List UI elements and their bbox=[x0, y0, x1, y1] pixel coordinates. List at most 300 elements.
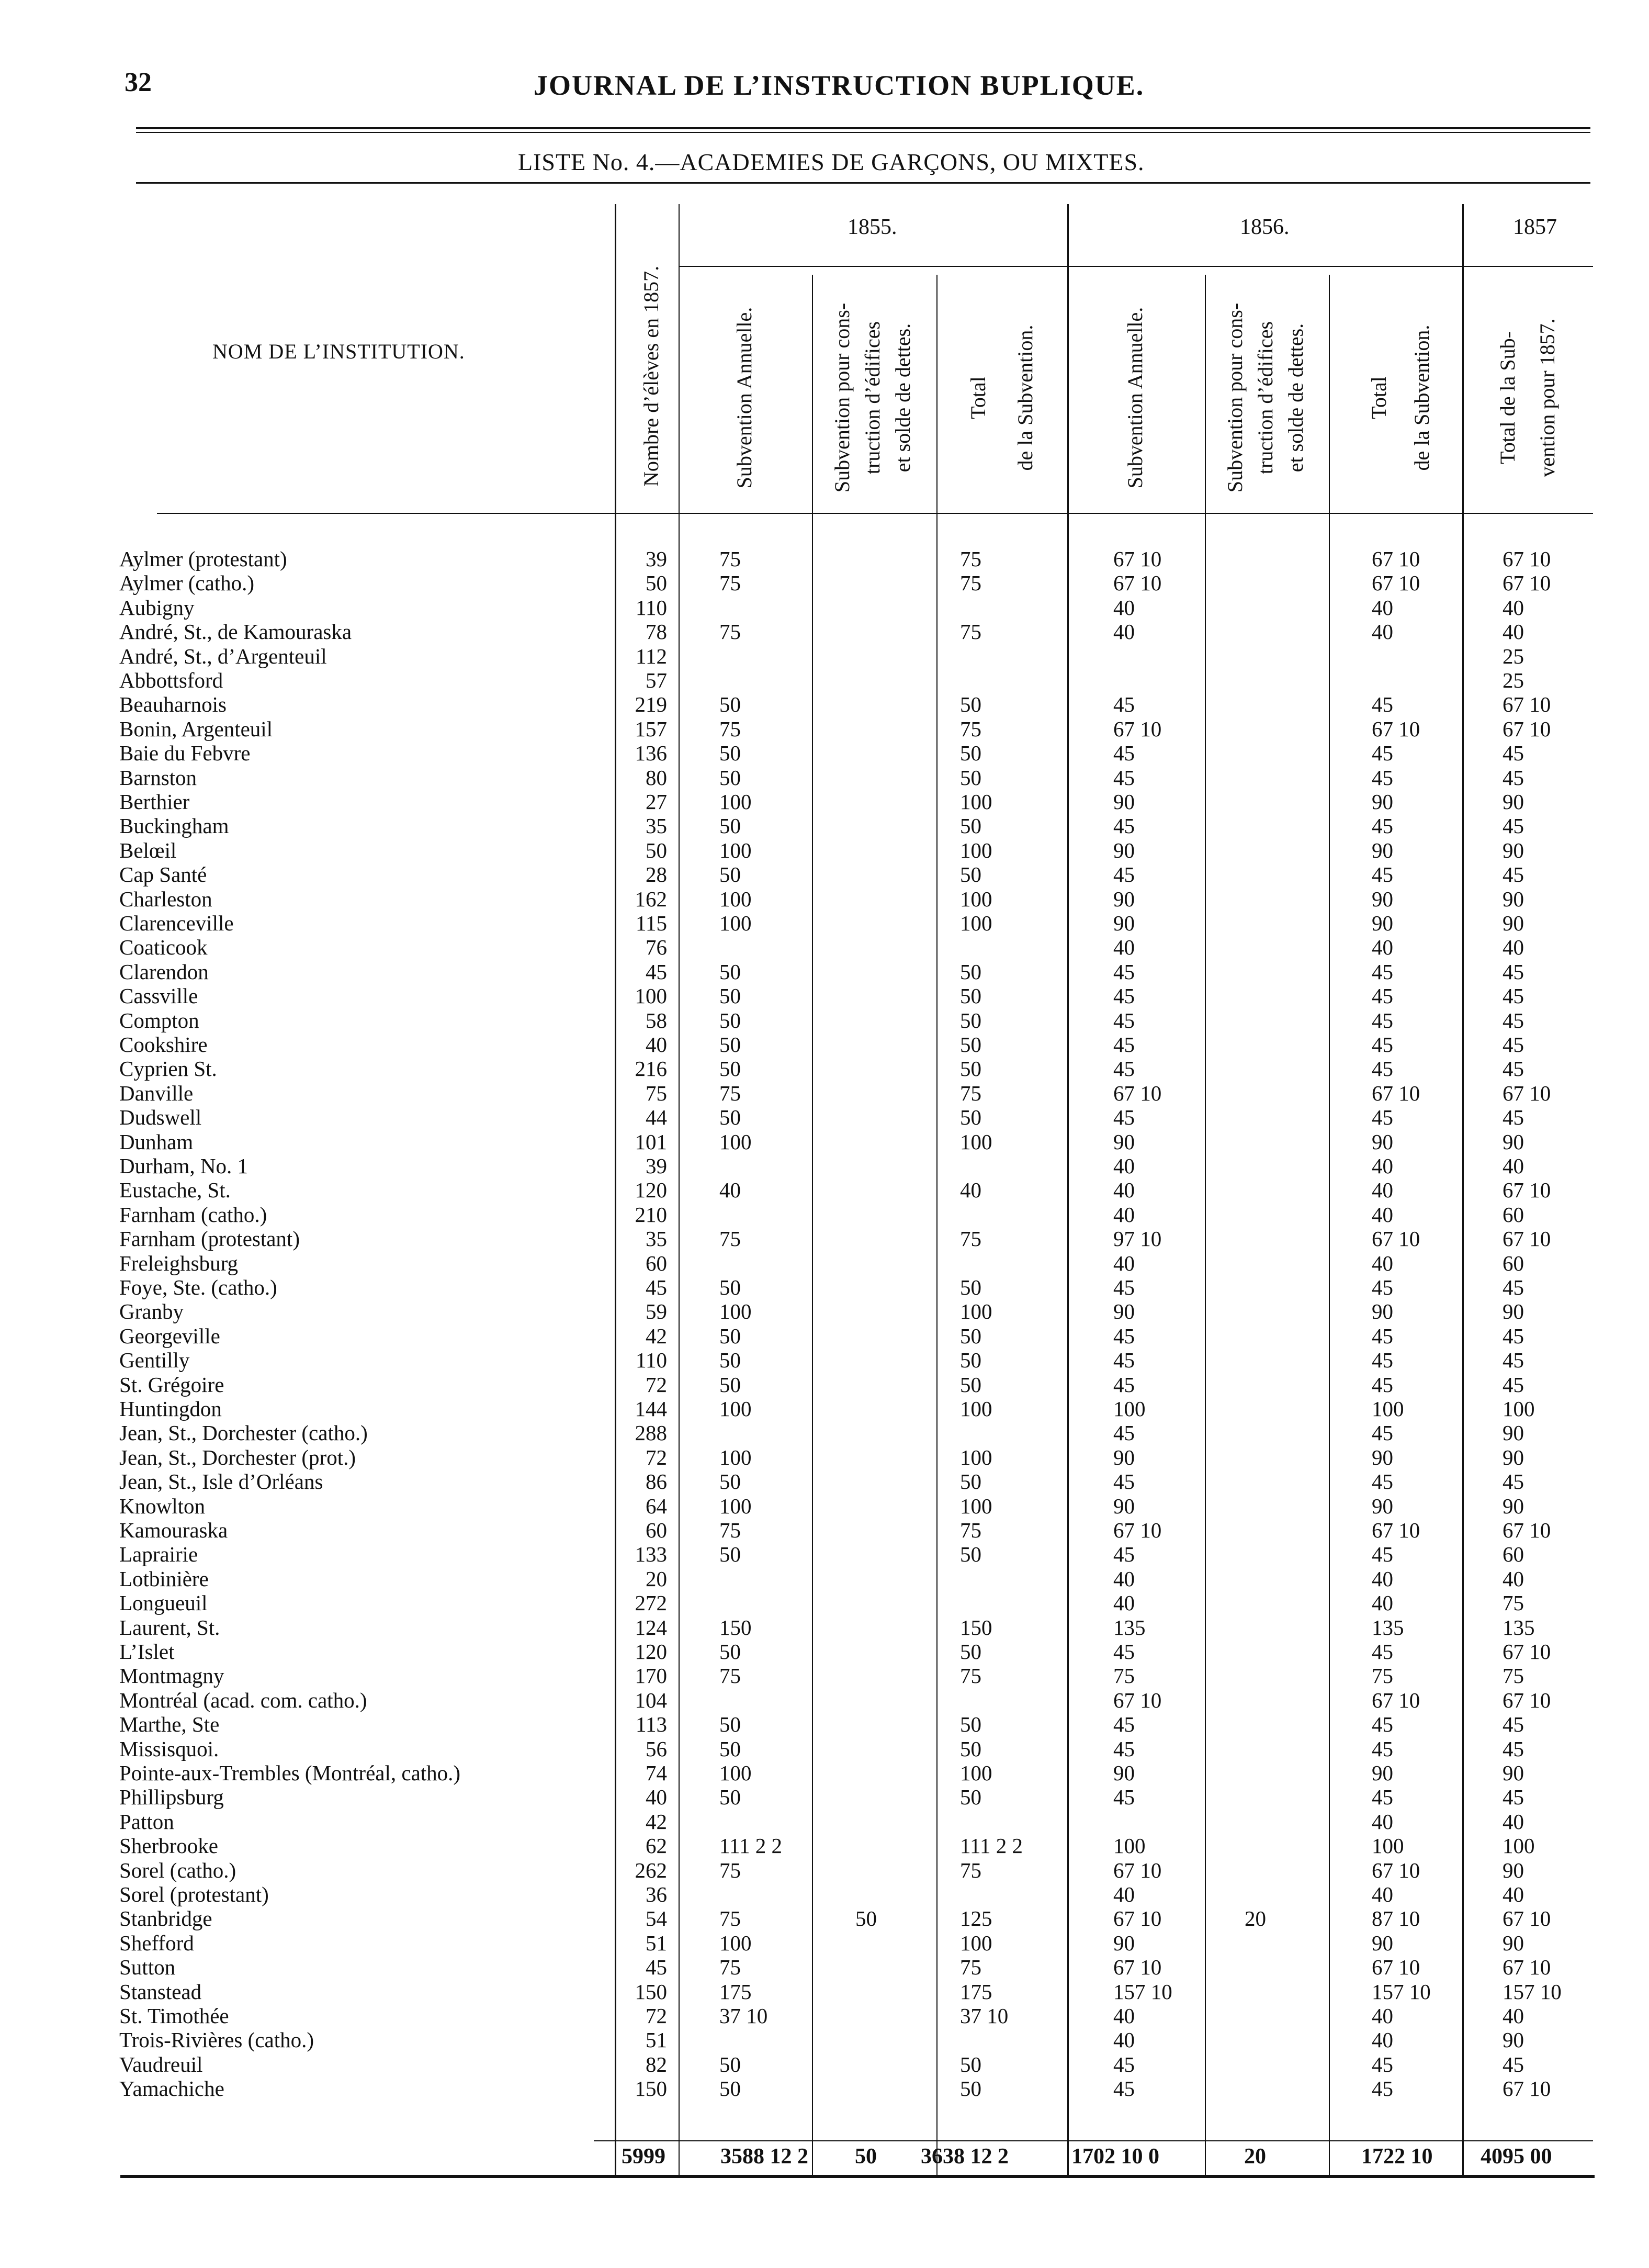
total-subsidy-1855: 37 10 bbox=[960, 2004, 1009, 2028]
total-subsidy-1857: 40 bbox=[1503, 2004, 1524, 2028]
annual-subsidy-1855: 75 bbox=[719, 620, 741, 644]
pupil-count: 51 bbox=[646, 1930, 667, 1955]
annual-subsidy-1856: 90 bbox=[1113, 1494, 1135, 1518]
pupil-count: 80 bbox=[646, 765, 667, 790]
pupil-count: 144 bbox=[635, 1397, 667, 1421]
annual-subsidy-1855: 50 bbox=[719, 1105, 741, 1130]
pupil-count: 115 bbox=[636, 911, 667, 935]
total-subsidy-1857: 40 bbox=[1503, 1566, 1524, 1591]
total-subsidy-1855: 50 bbox=[960, 1275, 981, 1299]
total-subsidy-1857: 40 bbox=[1503, 1154, 1524, 1178]
pupil-count: 72 bbox=[646, 1372, 667, 1397]
annual-subsidy-1855: 100 bbox=[719, 1299, 752, 1324]
total-subsidy-1856: 45 bbox=[1372, 984, 1393, 1008]
total-subsidy-1855: 75 bbox=[960, 547, 981, 571]
institution-name: Georgeville bbox=[119, 1323, 220, 1348]
total-subsidy-1855: 100 bbox=[960, 1494, 992, 1518]
pupil-count: 170 bbox=[635, 1664, 667, 1688]
total-subsidy-1855: 75 bbox=[960, 1955, 981, 1980]
total-subsidy-1857: 45 bbox=[1503, 1057, 1524, 1081]
total-subsidy-1857: 67 10 bbox=[1503, 547, 1551, 571]
total-subsidy-1856: 40 bbox=[1372, 1154, 1393, 1178]
construction-subsidy-1856-header-line3: et solde de dettes. bbox=[1284, 323, 1307, 473]
total-subsidy-1855: 100 bbox=[960, 911, 992, 935]
annual-subsidy-1855: 75 bbox=[719, 1081, 741, 1105]
institution-name: Montmagny bbox=[119, 1664, 224, 1688]
institution-name: Laprairie bbox=[119, 1542, 198, 1567]
annual-subsidy-1855: 100 bbox=[719, 1397, 752, 1421]
pupil-count: 35 bbox=[646, 1227, 667, 1251]
annual-subsidy-1856: 45 bbox=[1113, 814, 1135, 838]
annual-subsidy-1856: 40 bbox=[1113, 1251, 1135, 1275]
institution-name: Missisquoi. bbox=[119, 1736, 219, 1761]
institution-name: Clarendon bbox=[119, 959, 209, 984]
total-subsidy-1855: 75 bbox=[960, 620, 981, 644]
institution-name: Marthe, Ste bbox=[119, 1712, 220, 1737]
total-subsidy-1857: 67 10 bbox=[1503, 692, 1551, 717]
annual-subsidy-1855: 50 bbox=[719, 1542, 741, 1567]
total-subsidy-1857: 4095 00 bbox=[1481, 2145, 1552, 2169]
total-subsidy-1855: 100 bbox=[960, 1445, 992, 1469]
total-subsidy-1856: 90 bbox=[1372, 838, 1393, 862]
pupil-count: 124 bbox=[635, 1615, 667, 1640]
total-subsidy-1857: 67 10 bbox=[1503, 716, 1551, 741]
total-subsidy-1855: 75 bbox=[960, 1858, 981, 1882]
institution-name: St. Grégoire bbox=[119, 1372, 224, 1397]
total-subsidy-1856: 100 bbox=[1372, 1834, 1404, 1858]
total-subsidy-1857: 90 bbox=[1503, 838, 1524, 862]
total-subsidy-1857: 67 10 bbox=[1503, 1688, 1551, 1712]
annual-subsidy-1856: 45 bbox=[1113, 2052, 1135, 2076]
total-subsidy-1856: 90 bbox=[1372, 1930, 1393, 1955]
annual-subsidy-1856: 67 10 bbox=[1113, 1906, 1162, 1931]
total-subsidy-1855: 50 bbox=[960, 692, 981, 717]
total-subsidy-1855: 75 bbox=[960, 1518, 981, 1542]
total-subsidy-1856: 90 bbox=[1372, 886, 1393, 911]
annual-subsidy-1856: 40 bbox=[1113, 2004, 1135, 2028]
column-rule bbox=[936, 275, 938, 2177]
annual-subsidy-1856: 40 bbox=[1113, 620, 1135, 644]
total-subsidy-1856: 90 bbox=[1372, 1494, 1393, 1518]
annual-subsidy-1856: 45 bbox=[1113, 959, 1135, 984]
total-subsidy-1856: 45 bbox=[1372, 2076, 1393, 2101]
institution-name: Barnston bbox=[119, 765, 197, 790]
annual-subsidy-1856: 45 bbox=[1113, 862, 1135, 887]
total-subsidy-1857: 67 10 bbox=[1503, 2076, 1551, 2101]
pupil-count: 27 bbox=[646, 790, 667, 814]
total-subsidy-1856-header-line2: de la Subvention. bbox=[1410, 324, 1433, 471]
pupil-count: 50 bbox=[646, 838, 667, 862]
annual-subsidy-1856: 45 bbox=[1113, 1348, 1135, 1373]
total-subsidy-1857: 67 10 bbox=[1503, 1081, 1551, 1105]
total-subsidy-1856: 45 bbox=[1372, 959, 1393, 984]
pupil-count: 56 bbox=[646, 1736, 667, 1761]
pupil-count: 162 bbox=[635, 886, 667, 911]
institution-name: Shefford bbox=[119, 1930, 194, 1955]
pupil-count: 60 bbox=[646, 1518, 667, 1542]
total-subsidy-1855: 100 bbox=[960, 838, 992, 862]
annual-subsidy-1855: 40 bbox=[719, 1178, 741, 1203]
institution-name: Aylmer (protestant) bbox=[119, 547, 287, 571]
pupil-count: 78 bbox=[646, 620, 667, 644]
total-subsidy-1857: 45 bbox=[1503, 1712, 1524, 1737]
total-subsidy-1857: 67 10 bbox=[1503, 1955, 1551, 1980]
total-subsidy-1855: 50 bbox=[960, 1032, 981, 1057]
total-subsidy-1857: 90 bbox=[1503, 1445, 1524, 1469]
total-subsidy-1855: 50 bbox=[960, 1542, 981, 1567]
pupil-count: 76 bbox=[646, 935, 667, 960]
total-subsidy-1855: 111 2 2 bbox=[960, 1834, 1023, 1858]
total-subsidy-1855: 100 bbox=[960, 1930, 992, 1955]
year-1857-header: 1857 bbox=[1513, 215, 1557, 239]
total-subsidy-1857: 45 bbox=[1503, 1372, 1524, 1397]
pupil-count: 74 bbox=[646, 1761, 667, 1785]
total-subsidy-1855: 50 bbox=[960, 2076, 981, 2101]
annual-subsidy-1855: 75 bbox=[719, 1858, 741, 1882]
annual-subsidy-1856: 40 bbox=[1113, 1882, 1135, 1906]
pupil-count: 86 bbox=[646, 1469, 667, 1494]
annual-subsidy-1855: 50 bbox=[719, 2052, 741, 2076]
total-subsidy-1856: 45 bbox=[1372, 692, 1393, 717]
total-subsidy-1855: 50 bbox=[960, 1323, 981, 1348]
total-subsidy-1857-header-line1: Total de la Sub- bbox=[1496, 331, 1519, 464]
annual-subsidy-1856: 45 bbox=[1113, 692, 1135, 717]
total-subsidy-1855: 100 bbox=[960, 1299, 992, 1324]
total-subsidy-1857: 45 bbox=[1503, 765, 1524, 790]
institution-name: Sorel (protestant) bbox=[119, 1882, 269, 1906]
total-subsidy-1857: 100 bbox=[1503, 1397, 1535, 1421]
institution-name: Eustache, St. bbox=[119, 1178, 231, 1203]
annual-subsidy-1855: 50 bbox=[719, 862, 741, 887]
total-construction-1855: 50 bbox=[855, 2145, 877, 2169]
total-subsidy-1856: 100 bbox=[1372, 1397, 1404, 1421]
total-subsidy-1855: 50 bbox=[960, 1105, 981, 1130]
total-subsidy-1857: 45 bbox=[1503, 741, 1524, 766]
annual-subsidy-1855: 50 bbox=[719, 959, 741, 984]
total-subsidy-1855: 100 bbox=[960, 790, 992, 814]
total-subsidy-1855: 100 bbox=[960, 1761, 992, 1785]
construction-subsidy-1856-header-line2: truction d’édifices bbox=[1253, 321, 1277, 475]
institution-name: Baie du Febvre bbox=[119, 741, 251, 766]
annual-subsidy-1856: 90 bbox=[1113, 911, 1135, 935]
column-rule bbox=[812, 275, 813, 2177]
institution-name: Buckingham bbox=[119, 814, 229, 838]
total-subsidy-1857: 45 bbox=[1503, 1105, 1524, 1130]
total-subsidy-1857: 75 bbox=[1503, 1664, 1524, 1688]
pupil-count: 45 bbox=[646, 1955, 667, 1980]
total-subsidy-1856: 40 bbox=[1372, 1809, 1393, 1834]
annual-subsidy-1855: 50 bbox=[719, 1372, 741, 1397]
total-subsidy-1857: 90 bbox=[1503, 911, 1524, 935]
total-subsidy-1855: 50 bbox=[960, 2052, 981, 2076]
annual-subsidy-1856: 45 bbox=[1113, 1469, 1135, 1494]
total-subsidy-1856: 67 10 bbox=[1372, 547, 1420, 571]
annual-subsidy-1855: 50 bbox=[719, 1712, 741, 1737]
total-subsidy-1855: 75 bbox=[960, 1227, 981, 1251]
total-subsidy-1857: 90 bbox=[1503, 1761, 1524, 1785]
total-subsidy-1855-header-line1: Total bbox=[966, 376, 990, 419]
annual-subsidy-1855: 75 bbox=[719, 716, 741, 741]
pupil-count: 112 bbox=[636, 644, 667, 668]
annual-subsidy-1855: 50 bbox=[719, 692, 741, 717]
total-subsidy-1855: 3638 12 2 bbox=[921, 2145, 1009, 2169]
header-rule-top-thin bbox=[136, 132, 1590, 133]
pupil-count: 150 bbox=[635, 2076, 667, 2101]
total-subsidy-1857: 90 bbox=[1503, 1930, 1524, 1955]
total-subsidy-1856: 40 bbox=[1372, 1251, 1393, 1275]
annual-subsidy-1855: 50 bbox=[719, 1785, 741, 1810]
annual-subsidy-1855: 50 bbox=[719, 1640, 741, 1664]
total-subsidy-1857: 75 bbox=[1503, 1591, 1524, 1615]
total-subsidy-1855: 50 bbox=[960, 1785, 981, 1810]
total-subsidy-1855: 50 bbox=[960, 1008, 981, 1032]
total-subsidy-1857: 45 bbox=[1503, 984, 1524, 1008]
total-subsidy-1856: 40 bbox=[1372, 1566, 1393, 1591]
annual-subsidy-1855: 75 bbox=[719, 1664, 741, 1688]
total-subsidy-1855: 75 bbox=[960, 1081, 981, 1105]
annual-subsidy-1856: 90 bbox=[1113, 1129, 1135, 1154]
institution-name: Aubigny bbox=[119, 595, 195, 620]
total-subsidy-1855: 50 bbox=[960, 984, 981, 1008]
institution-name: Berthier bbox=[119, 790, 190, 814]
total-subsidy-1857: 135 bbox=[1503, 1615, 1535, 1640]
annual-subsidy-1856-header: Subvention Annuelle. bbox=[1123, 307, 1147, 489]
total-subsidy-1856: 45 bbox=[1372, 765, 1393, 790]
annual-subsidy-1856: 40 bbox=[1113, 2028, 1135, 2052]
annual-subsidy-1855: 50 bbox=[719, 1469, 741, 1494]
annual-subsidy-1856: 75 bbox=[1113, 1664, 1135, 1688]
pupil-count: 113 bbox=[636, 1712, 667, 1737]
pupil-count: 28 bbox=[646, 862, 667, 887]
annual-subsidy-1855: 75 bbox=[719, 571, 741, 596]
annual-subsidy-1856: 67 10 bbox=[1113, 1955, 1162, 1980]
column-rule bbox=[1462, 204, 1464, 2177]
pupil-count: 101 bbox=[635, 1129, 667, 1154]
annual-subsidy-1855: 75 bbox=[719, 1906, 741, 1931]
total-subsidy-1856: 40 bbox=[1372, 2028, 1393, 2052]
annual-subsidy-1855: 75 bbox=[719, 1518, 741, 1542]
annual-subsidy-1855: 75 bbox=[719, 1227, 741, 1251]
total-subsidy-1857: 67 10 bbox=[1503, 1906, 1551, 1931]
annual-subsidy-1855: 75 bbox=[719, 547, 741, 571]
total-subsidy-1856: 45 bbox=[1372, 1372, 1393, 1397]
total-subsidy-1856: 40 bbox=[1372, 1591, 1393, 1615]
pupil-count: 59 bbox=[646, 1299, 667, 1324]
total-annual-1855: 3588 12 2 bbox=[720, 2145, 808, 2169]
header-rule-bottom bbox=[136, 182, 1590, 184]
total-subsidy-1855: 50 bbox=[960, 1348, 981, 1373]
pupil-count: 51 bbox=[646, 2028, 667, 2052]
annual-subsidy-1856: 67 10 bbox=[1113, 547, 1162, 571]
construction-subsidy-1856: 20 bbox=[1245, 1906, 1266, 1931]
total-subsidy-1856: 67 10 bbox=[1372, 1858, 1420, 1882]
pupil-count: 210 bbox=[635, 1202, 667, 1227]
total-subsidy-1856: 45 bbox=[1372, 1105, 1393, 1130]
pupil-count: 82 bbox=[646, 2052, 667, 2076]
total-subsidy-1857: 40 bbox=[1503, 595, 1524, 620]
total-subsidy-1857: 45 bbox=[1503, 1008, 1524, 1032]
total-subsidy-1857: 157 10 bbox=[1503, 1979, 1562, 2004]
pupil-count: 40 bbox=[646, 1032, 667, 1057]
total-subsidy-1856: 67 10 bbox=[1372, 1688, 1420, 1712]
total-subsidy-1856: 67 10 bbox=[1372, 571, 1420, 596]
institution-name: Dunham bbox=[119, 1129, 194, 1154]
total-subsidy-1856: 75 bbox=[1372, 1664, 1393, 1688]
year-header-rule bbox=[679, 266, 1590, 267]
annual-subsidy-1855: 50 bbox=[719, 741, 741, 766]
annual-subsidy-1856: 45 bbox=[1113, 765, 1135, 790]
total-subsidy-1856: 45 bbox=[1372, 741, 1393, 766]
pupil-count: 219 bbox=[635, 692, 667, 717]
institution-name: Granby bbox=[119, 1299, 184, 1324]
annual-subsidy-1856: 45 bbox=[1113, 1008, 1135, 1032]
institution-name: Coaticook bbox=[119, 935, 208, 960]
total-subsidy-1855: 50 bbox=[960, 1372, 981, 1397]
annual-subsidy-1856: 40 bbox=[1113, 1154, 1135, 1178]
total-subsidy-1855: 100 bbox=[960, 1129, 992, 1154]
total-subsidy-1856: 67 10 bbox=[1372, 1518, 1420, 1542]
annual-subsidy-1855: 50 bbox=[719, 1057, 741, 1081]
total-subsidy-1856: 90 bbox=[1372, 1445, 1393, 1469]
institution-name: Belœil bbox=[119, 838, 177, 862]
annual-subsidy-1856: 40 bbox=[1113, 595, 1135, 620]
total-subsidy-1857: 45 bbox=[1503, 814, 1524, 838]
total-subsidy-1855: 75 bbox=[960, 1664, 981, 1688]
total-subsidy-1855: 50 bbox=[960, 741, 981, 766]
pupil-count: 72 bbox=[646, 1445, 667, 1469]
total-subsidy-1857: 90 bbox=[1503, 1129, 1524, 1154]
pupil-count: 100 bbox=[635, 984, 667, 1008]
total-annual-1856: 1702 10 0 bbox=[1071, 2145, 1159, 2169]
total-subsidy-1855: 175 bbox=[960, 1979, 992, 2004]
annual-subsidy-1855: 50 bbox=[719, 1736, 741, 1761]
institution-name: St. Timothée bbox=[119, 2004, 229, 2028]
annual-subsidy-1855: 150 bbox=[719, 1615, 752, 1640]
total-subsidy-1856: 157 10 bbox=[1372, 1979, 1431, 2004]
total-subsidy-1856: 67 10 bbox=[1372, 1081, 1420, 1105]
pupil-count: 54 bbox=[646, 1906, 667, 1931]
list-title: LISTE No. 4.—ACADEMIES DE GARÇONS, OU MIXTES. bbox=[518, 149, 1145, 175]
institution-name: Compton bbox=[119, 1008, 199, 1032]
institution-name: Cyprien St. bbox=[119, 1057, 217, 1081]
annual-subsidy-1855: 100 bbox=[719, 1445, 752, 1469]
total-subsidy-1857: 60 bbox=[1503, 1202, 1524, 1227]
total-subsidy-1857: 60 bbox=[1503, 1542, 1524, 1567]
pupil-count: 72 bbox=[646, 2004, 667, 2028]
total-subsidy-1855: 50 bbox=[960, 1469, 981, 1494]
pupil-count: 120 bbox=[635, 1178, 667, 1203]
total-subsidy-1855-header-line2: de la Subvention. bbox=[1013, 324, 1037, 471]
total-subsidy-1856: 45 bbox=[1372, 1785, 1393, 1810]
annual-subsidy-1856: 90 bbox=[1113, 886, 1135, 911]
total-subsidy-1857: 45 bbox=[1503, 959, 1524, 984]
total-subsidy-1857: 90 bbox=[1503, 2028, 1524, 2052]
header-rule-top bbox=[136, 127, 1590, 129]
total-subsidy-1857: 90 bbox=[1503, 1494, 1524, 1518]
total-subsidy-1856: 45 bbox=[1372, 1057, 1393, 1081]
total-subsidy-1857: 25 bbox=[1503, 668, 1524, 692]
institution-name: Cassville bbox=[119, 984, 198, 1008]
total-subsidy-1857: 45 bbox=[1503, 1323, 1524, 1348]
total-subsidy-1855: 50 bbox=[960, 1057, 981, 1081]
pupil-count: 110 bbox=[636, 1348, 667, 1373]
total-subsidy-1856: 45 bbox=[1372, 1323, 1393, 1348]
annual-subsidy-1856: 45 bbox=[1113, 1057, 1135, 1081]
construction-subsidy-1855-header-line3: et solde de dettes. bbox=[891, 323, 914, 473]
annual-subsidy-1856: 45 bbox=[1113, 1032, 1135, 1057]
total-subsidy-1857: 45 bbox=[1503, 2052, 1524, 2076]
institution-name: Freleighsburg bbox=[119, 1251, 239, 1275]
institution-name: Longueuil bbox=[119, 1591, 208, 1615]
institution-name: Cap Santé bbox=[119, 862, 207, 887]
institution-name: Sutton bbox=[119, 1955, 176, 1980]
total-subsidy-1856: 40 bbox=[1372, 2004, 1393, 2028]
total-subsidy-1856: 40 bbox=[1372, 620, 1393, 644]
annual-subsidy-1856: 45 bbox=[1113, 1372, 1135, 1397]
annual-subsidy-1856: 100 bbox=[1113, 1397, 1146, 1421]
pupil-count: 40 bbox=[646, 1785, 667, 1810]
pupil-count: 136 bbox=[635, 741, 667, 766]
institution-name: Patton bbox=[119, 1809, 174, 1834]
institution-name: Clarenceville bbox=[119, 911, 234, 935]
annual-subsidy-1856: 40 bbox=[1113, 1202, 1135, 1227]
total-subsidy-1857: 45 bbox=[1503, 1469, 1524, 1494]
institution-name: Dudswell bbox=[119, 1105, 202, 1130]
annual-subsidy-1856: 67 10 bbox=[1113, 1688, 1162, 1712]
annual-subsidy-1855: 100 bbox=[719, 1930, 752, 1955]
table-bottom-rule bbox=[120, 2175, 1595, 2178]
total-subsidy-1857: 45 bbox=[1503, 1785, 1524, 1810]
total-subsidy-1856: 40 bbox=[1372, 1202, 1393, 1227]
construction-subsidy-1856-header-line1: Subvention pour cons- bbox=[1223, 302, 1247, 493]
total-subsidy-1855: 100 bbox=[960, 886, 992, 911]
pupil-count: 57 bbox=[646, 668, 667, 692]
pupil-count: 45 bbox=[646, 959, 667, 984]
institution-name: Lotbinière bbox=[119, 1566, 209, 1591]
annual-subsidy-1856: 135 bbox=[1113, 1615, 1146, 1640]
total-subsidy-1857: 67 10 bbox=[1503, 1227, 1551, 1251]
annual-subsidy-1856: 45 bbox=[1113, 984, 1135, 1008]
total-subsidy-1855: 50 bbox=[960, 1640, 981, 1664]
annual-subsidy-1856: 67 10 bbox=[1113, 716, 1162, 741]
total-subsidy-1856: 90 bbox=[1372, 1129, 1393, 1154]
pupil-count: 157 bbox=[635, 716, 667, 741]
total-subsidy-1856: 40 bbox=[1372, 1178, 1393, 1203]
total-subsidy-1855: 50 bbox=[960, 1712, 981, 1737]
total-subsidy-1857: 67 10 bbox=[1503, 1178, 1551, 1203]
annual-subsidy-1855: 50 bbox=[719, 1323, 741, 1348]
institution-name: Montréal (acad. com. catho.) bbox=[119, 1688, 367, 1712]
year-1856-header: 1856. bbox=[1240, 215, 1290, 239]
institution-name: Pointe-aux-Trembles (Montréal, catho.) bbox=[119, 1761, 461, 1785]
institution-name: Abbottsford bbox=[119, 668, 223, 692]
total-subsidy-1856: 135 bbox=[1372, 1615, 1404, 1640]
pupil-count: 58 bbox=[646, 1008, 667, 1032]
total-subsidy-1857: 90 bbox=[1503, 1421, 1524, 1445]
annual-subsidy-1855: 100 bbox=[719, 911, 752, 935]
institution-name: André, St., de Kamouraska bbox=[119, 620, 352, 644]
total-pupils: 5999 bbox=[622, 2145, 665, 2169]
annual-subsidy-1855: 100 bbox=[719, 838, 752, 862]
annual-subsidy-1856: 90 bbox=[1113, 1930, 1135, 1955]
annual-subsidy-1856: 90 bbox=[1113, 790, 1135, 814]
annual-subsidy-1856: 45 bbox=[1113, 1105, 1135, 1130]
annual-subsidy-1856: 45 bbox=[1113, 2076, 1135, 2101]
total-subsidy-1856: 45 bbox=[1372, 1032, 1393, 1057]
construction-subsidy-1855-header-line2: truction d’édifices bbox=[861, 321, 884, 475]
institution-name: Aylmer (catho.) bbox=[119, 571, 255, 596]
institution-name: Foye, Ste. (catho.) bbox=[119, 1275, 277, 1299]
